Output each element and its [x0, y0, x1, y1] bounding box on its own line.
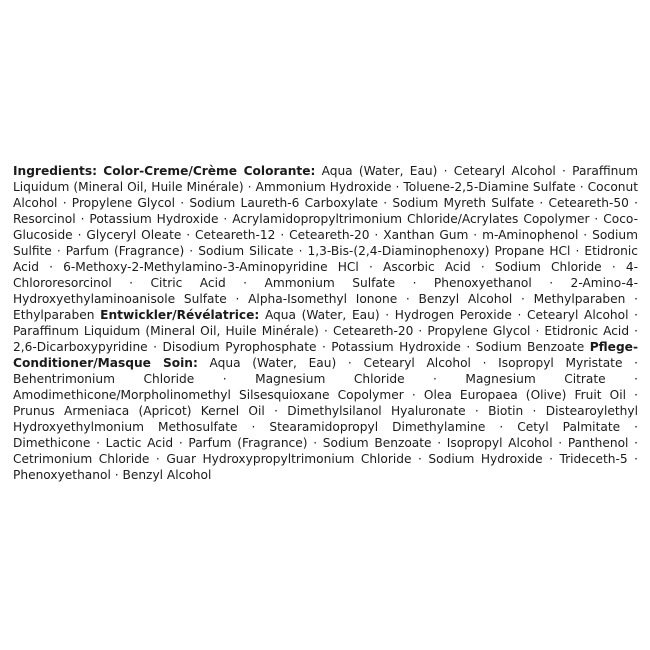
ingredients-heading: Ingredients:: [13, 164, 98, 178]
conditioner-title: Pflege-Conditioner/Masque Soin:: [13, 340, 638, 370]
color-creme-title: Color-Creme/Crème Colorante:: [103, 164, 316, 178]
color-creme-ingredient-list: Aqua (Water, Eau) · Cetearyl Alcohol · Paraffinum Liquidum (Mineral Oil, Huile Minérale) · Ammonium Hydroxide · Toluene-2,5-Diamine Sulfate · Coconut Alcohol · Propylene Glycol · Sodium Laureth-6 Carboxylate · Sodium Myreth Sulfate · Ceteareth-50 · Resorcinol · Potassium Hydroxide · Acrylamidopropyltrimonium Chloride/Acrylates Copolymer · Coco-Glucoside · Glyceryl Oleate · Ceteareth-12 · Ceteareth-20 · Xanthan Gum · m-Aminophenol · Sodium Sulfite · Parfum (Fragrance) · Sodium Silicate · 1,3-Bis-(2,4-Diaminophenoxy) Propane HCl · Etidronic Acid · 6-Methoxy-2-Methylamino-3-Aminopyridine HCl · Ascorbic Acid · Sodium Chloride · 4-Chlororesorcinol · Citric Acid · Ammonium Sulfate · Phenoxyethanol · 2-Amino-4-Hydroxyethylaminoanisole Sulfate · Alpha-Isomethyl Ionone · Benzyl Alcohol · Methylparaben · Ethylparaben: [13, 164, 638, 322]
ingredients-text-block: [13, 163, 638, 483]
developer-ingredient-list: Aqua (Water, Eau) · Hydrogen Peroxide · Cetearyl Alcohol · Paraffinum Liquidum (Mineral Oil, Huile Minérale) · Ceteareth-20 · Propylene Glycol · Etidronic Acid · 2,6-Dicarboxypyridine · Disodium Pyrophosphate · Potassium Hydroxide · Sodium Benzoate: [13, 308, 639, 354]
conditioner-ingredient-list: Aqua (Water, Eau) · Cetearyl Alcohol · Isopropyl Myristate · Behentrimonium Chloride · Magnesium Chloride · Magnesium Citrate · Amodimethicone/Morpholinomethyl Silsesquioxane Copolymer · Olea Europaea (Olive) Fruit Oil · Prunus Armeniaca (Apricot) Kernel Oil · Dimethylsilanol Hyaluronate · Biotin · Distearoylethyl Hydroxyethylmonium Methosulfate · Stearamidopropyl Dimethylamine · Cetyl Palmitate · Dimethicone · Lactic Acid · Parfum (Fragrance) · Sodium Benzoate · Isopropyl Alcohol · Panthenol · Cetrimonium Chloride · Guar Hydroxypropyltrimonium Chloride · Sodium Hydroxide · Trideceth-5 · Phenoxyethanol · Benzyl Alcohol: [13, 356, 639, 482]
developer-title: Entwickler/Révélatrice:: [100, 308, 260, 322]
